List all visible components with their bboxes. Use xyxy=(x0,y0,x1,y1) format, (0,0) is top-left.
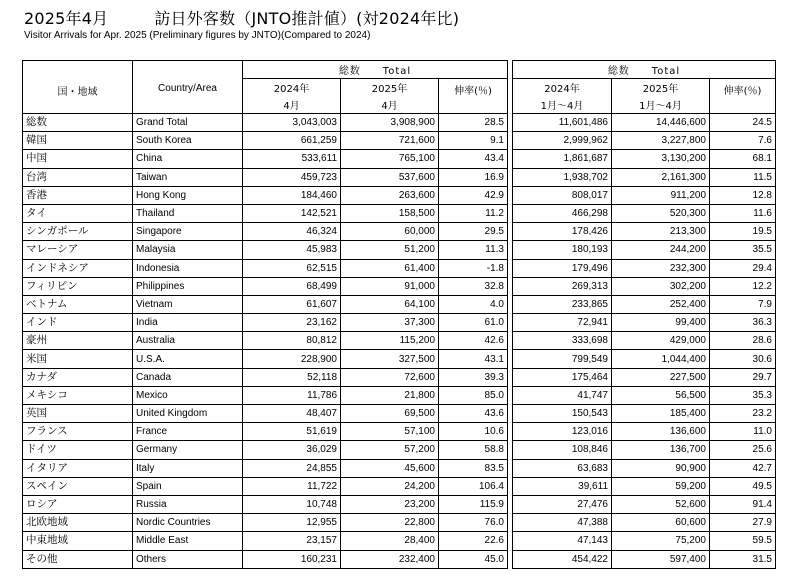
april-2024-cell: 24,855 xyxy=(243,459,341,477)
country-ja-cell: 韓国 xyxy=(23,132,133,150)
april-growth-cell: 45.0 xyxy=(439,550,508,568)
april-2024-cell: 228,900 xyxy=(243,350,341,368)
ytd-2025-cell: 60,600 xyxy=(612,514,710,532)
april-2025-cell: 61,400 xyxy=(341,259,439,277)
april-growth-cell: 43.4 xyxy=(439,150,508,168)
ytd-growth-cell: 29.7 xyxy=(710,368,776,386)
country-en-cell: Mexico xyxy=(133,386,243,404)
country-ja-cell: スペイン xyxy=(23,477,133,495)
table-row xyxy=(23,423,776,441)
ytd-growth-cell: 25.6 xyxy=(710,441,776,459)
ytd-2024-cell: 454,422 xyxy=(513,550,612,568)
table-row xyxy=(23,223,776,241)
country-en-cell: Others xyxy=(133,550,243,568)
table-row xyxy=(23,168,776,186)
ytd-2025-cell: 14,446,600 xyxy=(612,114,710,132)
ytd-growth-cell: 7.9 xyxy=(710,295,776,313)
april-2025-cell: 28,400 xyxy=(341,532,439,550)
april-2024-cell: 52,118 xyxy=(243,368,341,386)
april-2024-cell: 11,722 xyxy=(243,477,341,495)
ytd-2024-cell: 27,476 xyxy=(513,495,612,513)
country-ja-cell: イタリア xyxy=(23,459,133,477)
ytd-2025-cell: 213,300 xyxy=(612,223,710,241)
table-row xyxy=(23,132,776,150)
country-ja-cell: フランス xyxy=(23,423,133,441)
ytd-2024-cell: 123,016 xyxy=(513,423,612,441)
header-ytd-2025-year: 2025年 xyxy=(612,79,710,97)
country-en-cell: China xyxy=(133,150,243,168)
ytd-2025-cell: 252,400 xyxy=(612,295,710,313)
ytd-2024-cell: 180,193 xyxy=(513,241,612,259)
april-2024-cell: 23,162 xyxy=(243,314,341,332)
april-2025-cell: 72,600 xyxy=(341,368,439,386)
april-growth-cell: 10.6 xyxy=(439,423,508,441)
header-growth-month: 伸率(％) xyxy=(439,79,508,114)
country-ja-cell: ドイツ xyxy=(23,441,133,459)
april-2025-cell: 21,800 xyxy=(341,386,439,404)
header-month-2024-period: 4月 xyxy=(243,96,341,114)
april-growth-cell: 43.6 xyxy=(439,405,508,423)
country-ja-cell: 中東地域 xyxy=(23,532,133,550)
april-growth-cell: 76.0 xyxy=(439,514,508,532)
ytd-growth-cell: 42.7 xyxy=(710,459,776,477)
ytd-2024-cell: 333,698 xyxy=(513,332,612,350)
ytd-2025-cell: 597,400 xyxy=(612,550,710,568)
april-2025-cell: 57,200 xyxy=(341,441,439,459)
header-month-2024-year: 2024年 xyxy=(243,79,341,97)
ytd-2024-cell: 179,496 xyxy=(513,259,612,277)
ytd-2025-cell: 520,300 xyxy=(612,204,710,222)
ytd-growth-cell: 59.5 xyxy=(710,532,776,550)
ytd-2024-cell: 799,549 xyxy=(513,350,612,368)
ytd-2025-cell: 52,600 xyxy=(612,495,710,513)
table-body xyxy=(23,114,776,569)
april-2024-cell: 533,611 xyxy=(243,150,341,168)
country-en-cell: Australia xyxy=(133,332,243,350)
april-2024-cell: 68,499 xyxy=(243,277,341,295)
ytd-2024-cell: 41,747 xyxy=(513,386,612,404)
country-en-cell: Taiwan xyxy=(133,168,243,186)
april-growth-cell: 9.1 xyxy=(439,132,508,150)
header-ytd-2024-period: 1月～4月 xyxy=(513,96,612,114)
april-2024-cell: 61,607 xyxy=(243,295,341,313)
april-2024-cell: 459,723 xyxy=(243,168,341,186)
country-ja-cell: 総数 xyxy=(23,114,133,132)
ytd-2025-cell: 185,400 xyxy=(612,405,710,423)
table-row xyxy=(23,241,776,259)
ytd-growth-cell: 91.4 xyxy=(710,495,776,513)
country-ja-cell: ベトナム xyxy=(23,295,133,313)
april-2025-cell: 537,600 xyxy=(341,168,439,186)
country-en-cell: France xyxy=(133,423,243,441)
ytd-2024-cell: 47,143 xyxy=(513,532,612,550)
table-row xyxy=(23,405,776,423)
header-ytd-2024-year: 2024年 xyxy=(513,79,612,97)
april-2024-cell: 36,029 xyxy=(243,441,341,459)
ytd-growth-cell: 23.2 xyxy=(710,405,776,423)
country-ja-cell: カナダ xyxy=(23,368,133,386)
ytd-2024-cell: 175,464 xyxy=(513,368,612,386)
april-2025-cell: 765,100 xyxy=(341,150,439,168)
visitor-arrivals-table xyxy=(22,60,776,569)
april-growth-cell: 11.3 xyxy=(439,241,508,259)
page-subtitle: Visitor Arrivals for Apr. 2025 (Preliminary figures by JNTO)(Compared to 2024) xyxy=(24,30,371,41)
ytd-growth-cell: 11.6 xyxy=(710,204,776,222)
april-2025-cell: 232,400 xyxy=(341,550,439,568)
header-group-ytd: 総数 Total xyxy=(513,61,776,79)
country-ja-cell: ロシア xyxy=(23,495,133,513)
ytd-2024-cell: 1,861,687 xyxy=(513,150,612,168)
country-en-cell: Italy xyxy=(133,459,243,477)
april-2025-cell: 23,200 xyxy=(341,495,439,513)
header-group-month: 総数 Total xyxy=(243,61,508,79)
april-growth-cell: 43.1 xyxy=(439,350,508,368)
ytd-2025-cell: 3,227,800 xyxy=(612,132,710,150)
country-ja-cell: フィリピン xyxy=(23,277,133,295)
ytd-2025-cell: 75,200 xyxy=(612,532,710,550)
april-growth-cell: 29.5 xyxy=(439,223,508,241)
ytd-2024-cell: 1,938,702 xyxy=(513,168,612,186)
ytd-2024-cell: 63,683 xyxy=(513,459,612,477)
ytd-growth-cell: 11.0 xyxy=(710,423,776,441)
ytd-2024-cell: 466,298 xyxy=(513,204,612,222)
april-2025-cell: 24,200 xyxy=(341,477,439,495)
april-2025-cell: 64,100 xyxy=(341,295,439,313)
april-2024-cell: 46,324 xyxy=(243,223,341,241)
table-row xyxy=(23,259,776,277)
country-en-cell: U.S.A. xyxy=(133,350,243,368)
april-growth-cell: 115.9 xyxy=(439,495,508,513)
ytd-2024-cell: 233,865 xyxy=(513,295,612,313)
ytd-2025-cell: 59,200 xyxy=(612,477,710,495)
april-growth-cell: 42.9 xyxy=(439,186,508,204)
april-2024-cell: 3,043,003 xyxy=(243,114,341,132)
table-row xyxy=(23,350,776,368)
country-ja-cell: メキシコ xyxy=(23,386,133,404)
april-2024-cell: 12,955 xyxy=(243,514,341,532)
table-row xyxy=(23,495,776,513)
country-en-cell: Canada xyxy=(133,368,243,386)
country-en-cell: South Korea xyxy=(133,132,243,150)
country-ja-cell: インドネシア xyxy=(23,259,133,277)
header-ytd-2025-period: 1月～4月 xyxy=(612,96,710,114)
april-2024-cell: 142,521 xyxy=(243,204,341,222)
country-ja-cell: 台湾 xyxy=(23,168,133,186)
table-row xyxy=(23,332,776,350)
country-en-cell: Middle East xyxy=(133,532,243,550)
april-2024-cell: 661,259 xyxy=(243,132,341,150)
ytd-2024-cell: 11,601,486 xyxy=(513,114,612,132)
april-2025-cell: 37,300 xyxy=(341,314,439,332)
country-en-cell: India xyxy=(133,314,243,332)
ytd-2024-cell: 2,999,962 xyxy=(513,132,612,150)
header-month-2025-year: 2025年 xyxy=(341,79,439,97)
table-row xyxy=(23,314,776,332)
april-2025-cell: 91,000 xyxy=(341,277,439,295)
page-title xyxy=(24,6,459,29)
april-growth-cell: 32.8 xyxy=(439,277,508,295)
april-2025-cell: 327,500 xyxy=(341,350,439,368)
table-row xyxy=(23,150,776,168)
title-month: 2025年4月 xyxy=(24,9,109,28)
country-ja-cell: 中国 xyxy=(23,150,133,168)
april-growth-cell: 16.9 xyxy=(439,168,508,186)
table-row xyxy=(23,114,776,132)
country-en-cell: Germany xyxy=(133,441,243,459)
april-2024-cell: 80,812 xyxy=(243,332,341,350)
april-growth-cell: 11.2 xyxy=(439,204,508,222)
country-ja-cell: マレーシア xyxy=(23,241,133,259)
april-2024-cell: 11,786 xyxy=(243,386,341,404)
april-growth-cell: 58.8 xyxy=(439,441,508,459)
april-2024-cell: 184,460 xyxy=(243,186,341,204)
country-en-cell: Spain xyxy=(133,477,243,495)
table-row xyxy=(23,477,776,495)
ytd-2024-cell: 72,941 xyxy=(513,314,612,332)
april-growth-cell: 83.5 xyxy=(439,459,508,477)
ytd-growth-cell: 36.3 xyxy=(710,314,776,332)
april-2025-cell: 263,600 xyxy=(341,186,439,204)
table-row xyxy=(23,550,776,568)
table-row xyxy=(23,204,776,222)
ytd-2025-cell: 136,600 xyxy=(612,423,710,441)
ytd-2025-cell: 136,700 xyxy=(612,441,710,459)
table-row xyxy=(23,186,776,204)
ytd-2025-cell: 232,300 xyxy=(612,259,710,277)
ytd-2024-cell: 150,543 xyxy=(513,405,612,423)
ytd-2025-cell: 227,500 xyxy=(612,368,710,386)
country-ja-cell: 英国 xyxy=(23,405,133,423)
country-en-cell: Singapore xyxy=(133,223,243,241)
april-2025-cell: 721,600 xyxy=(341,132,439,150)
ytd-2024-cell: 47,388 xyxy=(513,514,612,532)
ytd-2025-cell: 1,044,400 xyxy=(612,350,710,368)
april-2025-cell: 60,000 xyxy=(341,223,439,241)
country-ja-cell: 北欧地域 xyxy=(23,514,133,532)
ytd-growth-cell: 28.6 xyxy=(710,332,776,350)
april-growth-cell: 39.3 xyxy=(439,368,508,386)
country-ja-cell: 香港 xyxy=(23,186,133,204)
country-ja-cell: タイ xyxy=(23,204,133,222)
country-en-cell: Grand Total xyxy=(133,114,243,132)
april-2025-cell: 3,908,900 xyxy=(341,114,439,132)
april-growth-cell: -1.8 xyxy=(439,259,508,277)
april-growth-cell: 42.6 xyxy=(439,332,508,350)
table-row xyxy=(23,368,776,386)
country-en-cell: Vietnam xyxy=(133,295,243,313)
ytd-growth-cell: 7.6 xyxy=(710,132,776,150)
april-2024-cell: 23,157 xyxy=(243,532,341,550)
april-2024-cell: 48,407 xyxy=(243,405,341,423)
ytd-2024-cell: 269,313 xyxy=(513,277,612,295)
table-row xyxy=(23,386,776,404)
april-2024-cell: 10,748 xyxy=(243,495,341,513)
ytd-2025-cell: 3,130,200 xyxy=(612,150,710,168)
country-en-cell: Nordic Countries xyxy=(133,514,243,532)
ytd-2025-cell: 911,200 xyxy=(612,186,710,204)
header-growth-ytd: 伸率(％) xyxy=(710,79,776,114)
country-ja-cell: インド xyxy=(23,314,133,332)
april-2024-cell: 51,619 xyxy=(243,423,341,441)
ytd-growth-cell: 27.9 xyxy=(710,514,776,532)
ytd-growth-cell: 19.5 xyxy=(710,223,776,241)
ytd-2024-cell: 178,426 xyxy=(513,223,612,241)
april-growth-cell: 85.0 xyxy=(439,386,508,404)
april-growth-cell: 22.6 xyxy=(439,532,508,550)
country-en-cell: Philippines xyxy=(133,277,243,295)
ytd-growth-cell: 29.4 xyxy=(710,259,776,277)
country-en-cell: Malaysia xyxy=(133,241,243,259)
country-en-cell: Russia xyxy=(133,495,243,513)
ytd-2024-cell: 39,611 xyxy=(513,477,612,495)
header-country-ja: 国・地域 xyxy=(23,61,133,114)
ytd-growth-cell: 12.2 xyxy=(710,277,776,295)
april-growth-cell: 4.0 xyxy=(439,295,508,313)
country-en-cell: United Kingdom xyxy=(133,405,243,423)
country-ja-cell: 米国 xyxy=(23,350,133,368)
april-2025-cell: 158,500 xyxy=(341,204,439,222)
ytd-2024-cell: 108,846 xyxy=(513,441,612,459)
april-2025-cell: 45,600 xyxy=(341,459,439,477)
april-2025-cell: 57,100 xyxy=(341,423,439,441)
country-en-cell: Thailand xyxy=(133,204,243,222)
april-2025-cell: 115,200 xyxy=(341,332,439,350)
april-2024-cell: 160,231 xyxy=(243,550,341,568)
ytd-growth-cell: 30.6 xyxy=(710,350,776,368)
ytd-growth-cell: 11.5 xyxy=(710,168,776,186)
ytd-2025-cell: 56,500 xyxy=(612,386,710,404)
april-2025-cell: 22,800 xyxy=(341,514,439,532)
april-2025-cell: 69,500 xyxy=(341,405,439,423)
ytd-growth-cell: 49.5 xyxy=(710,477,776,495)
table-row xyxy=(23,441,776,459)
april-2025-cell: 51,200 xyxy=(341,241,439,259)
title-main: 訪日外客数（JNTO推計値）(対2024年比) xyxy=(154,9,460,28)
country-ja-cell: 豪州 xyxy=(23,332,133,350)
ytd-growth-cell: 35.5 xyxy=(710,241,776,259)
table-row xyxy=(23,295,776,313)
april-growth-cell: 61.0 xyxy=(439,314,508,332)
april-2024-cell: 62,515 xyxy=(243,259,341,277)
ytd-growth-cell: 31.5 xyxy=(710,550,776,568)
ytd-growth-cell: 12.8 xyxy=(710,186,776,204)
ytd-2025-cell: 2,161,300 xyxy=(612,168,710,186)
ytd-2024-cell: 808,017 xyxy=(513,186,612,204)
ytd-growth-cell: 35.3 xyxy=(710,386,776,404)
header-month-2025-period: 4月 xyxy=(341,96,439,114)
ytd-2025-cell: 90,900 xyxy=(612,459,710,477)
table-row xyxy=(23,459,776,477)
table-row xyxy=(23,277,776,295)
country-en-cell: Hong Kong xyxy=(133,186,243,204)
country-ja-cell: その他 xyxy=(23,550,133,568)
april-growth-cell: 28.5 xyxy=(439,114,508,132)
ytd-2025-cell: 429,000 xyxy=(612,332,710,350)
ytd-growth-cell: 68.1 xyxy=(710,150,776,168)
ytd-growth-cell: 24.5 xyxy=(710,114,776,132)
april-2024-cell: 45,983 xyxy=(243,241,341,259)
country-en-cell: Indonesia xyxy=(133,259,243,277)
ytd-2025-cell: 99,400 xyxy=(612,314,710,332)
ytd-2025-cell: 302,200 xyxy=(612,277,710,295)
table-row xyxy=(23,532,776,550)
country-ja-cell: シンガポール xyxy=(23,223,133,241)
header-country-en: Country/Area xyxy=(133,61,243,114)
april-growth-cell: 106.4 xyxy=(439,477,508,495)
ytd-2025-cell: 244,200 xyxy=(612,241,710,259)
table-row xyxy=(23,514,776,532)
